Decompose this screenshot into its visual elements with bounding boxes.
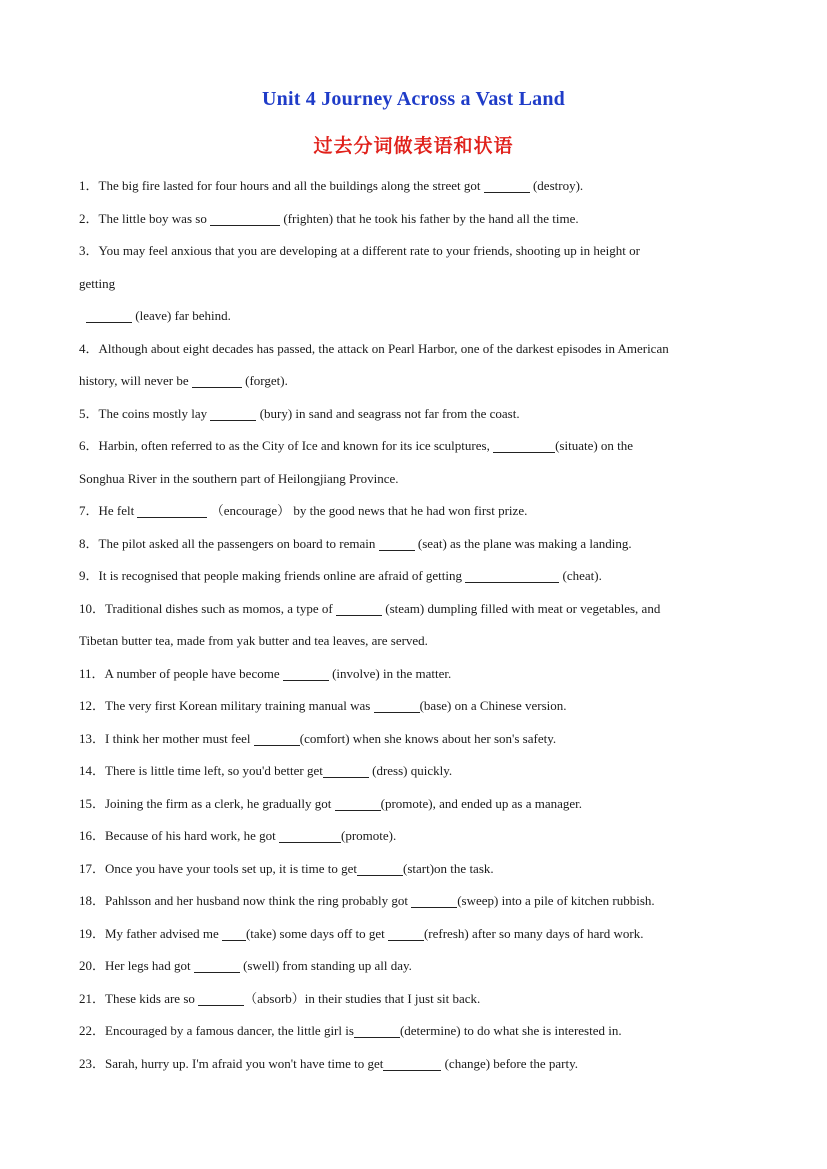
line-text: (destroy). (529, 178, 584, 193)
question-line (79, 170, 749, 203)
question-line (79, 268, 749, 301)
line-text: (start)on the task. (403, 860, 494, 876)
question-line (79, 528, 749, 561)
line-text: 12．The very first Korean military training manual was (79, 698, 374, 713)
line-text: 10．Traditional dishes such as momos, a type of (79, 600, 336, 616)
line-text: (bury) in sand and seagrass not far from the coast. (256, 405, 520, 421)
answer-blank[interactable] (357, 861, 403, 876)
line-text: 3．You may feel anxious that you are developing at a different rate to your friends, shooting up in height or (79, 243, 640, 258)
question-line (79, 398, 749, 431)
question-line (79, 658, 749, 691)
line-text: (sweep) into a pile of kitchen rubbish. (457, 893, 655, 908)
line-text: 18．Pahlsson and her husband now think the ring probably got (79, 893, 412, 908)
question-list (79, 170, 749, 1080)
line-text: 14．There is little time left, so you'd better get (79, 763, 323, 778)
question-line (79, 755, 749, 788)
answer-blank[interactable] (484, 178, 530, 193)
question-line (79, 430, 749, 463)
line-text: 23．Sarah, hurry up. I'm afraid you won't have time to get (79, 1055, 384, 1071)
answer-blank[interactable] (210, 211, 280, 226)
answer-blank[interactable] (336, 601, 382, 616)
page-title: Unit 4 Journey Across a Vast Land (262, 88, 565, 110)
answer-blank[interactable] (335, 796, 381, 811)
answer-blank[interactable] (374, 698, 420, 713)
line-text: Songhua River in the southern part of Heilongjiang Province. (79, 470, 399, 486)
line-text: (situate) on the (555, 438, 634, 453)
line-text: 5．The coins mostly lay (79, 405, 211, 421)
line-text: 9．It is recognised that people making friends online are afraid of getting (79, 568, 466, 583)
answer-blank[interactable] (86, 308, 132, 323)
answer-blank[interactable] (194, 958, 240, 973)
line-text: history, will never be (79, 373, 192, 388)
question-line (79, 625, 749, 658)
line-text: (take) some days off to get (245, 925, 388, 941)
question-line (79, 723, 749, 756)
line-text: 17．Once you have your tools set up, it is time to get (79, 860, 358, 876)
line-text: (base) on a Chinese version. (419, 698, 567, 713)
answer-blank[interactable] (137, 503, 207, 518)
answer-blank[interactable] (465, 568, 559, 583)
answer-blank[interactable] (383, 1056, 441, 1071)
question-line (79, 885, 749, 918)
answer-blank[interactable] (354, 1023, 400, 1038)
answer-blank[interactable] (198, 991, 244, 1006)
question-line (79, 300, 749, 333)
line-text: (steam) dumpling filled with meat or vegetables, and (381, 600, 661, 616)
line-text: 20．Her legs had got (79, 958, 194, 973)
question-line (79, 983, 749, 1016)
question-line (79, 1048, 749, 1081)
line-text: (swell) from standing up all day. (239, 958, 412, 973)
line-text: 2．The little boy was so (79, 210, 211, 226)
line-text: 22．Encouraged by a famous dancer, the little girl is (79, 1023, 354, 1038)
question-line (79, 235, 749, 268)
question-line (79, 1015, 749, 1048)
line-text: 19．My father advised me (79, 925, 222, 941)
question-line (79, 918, 749, 951)
line-text: (dress) quickly. (368, 763, 453, 778)
line-text: 7．He felt (79, 503, 138, 518)
question-line (79, 788, 749, 821)
question-line (79, 820, 749, 853)
answer-blank[interactable] (210, 406, 256, 421)
answer-blank[interactable] (283, 666, 329, 681)
question-line (79, 853, 749, 886)
answer-blank[interactable] (379, 536, 415, 551)
answer-blank[interactable] (411, 893, 457, 908)
answer-blank[interactable] (279, 828, 341, 843)
line-text: (cheat). (559, 568, 602, 583)
line-text: 16．Because of his hard work, he got (79, 828, 280, 843)
line-text: (comfort) when she knows about her son's safety. (299, 730, 557, 746)
question-line (79, 690, 749, 723)
line-text: (involve) in the matter. (328, 665, 452, 681)
question-line (79, 463, 749, 496)
line-text: 15．Joining the firm as a clerk, he gradually got (79, 795, 335, 811)
question-line (79, 333, 749, 366)
line-text: (refresh) after so many days of hard work. (423, 925, 644, 941)
line-text: 11．A number of people have become (79, 665, 283, 681)
question-line (79, 365, 749, 398)
line-text: (leave) far behind. (132, 308, 231, 323)
answer-blank[interactable] (493, 438, 555, 453)
page-subtitle: 过去分词做表语和状语 (313, 135, 514, 157)
line-text: （absorb）in their studies that I just sit back. (244, 990, 481, 1006)
line-text: (promote), and ended up as a manager. (380, 795, 583, 811)
question-line (79, 203, 749, 236)
line-text: 21．These kids are so (79, 990, 199, 1006)
line-text: (forget). (241, 373, 288, 388)
line-text: 1．The big fire lasted for four hours and all the buildings along the street got (79, 178, 484, 193)
line-text: (seat) as the plane was making a landing. (414, 535, 632, 551)
line-text: 4．Although about eight decades has passed, the attack on Pearl Harbor, one of the darkest episodes in American (79, 340, 669, 356)
answer-blank[interactable] (222, 926, 246, 941)
line-text: 8．The pilot asked all the passengers on board to remain (79, 535, 379, 551)
line-text: getting (79, 275, 116, 291)
question-line (79, 495, 749, 528)
line-text: (change) before the party. (441, 1055, 579, 1071)
line-text: （encourage） by the good news that he had won first prize. (207, 503, 528, 518)
line-text: Tibetan butter tea, made from yak butter and tea leaves, are served. (79, 633, 428, 648)
answer-blank[interactable] (323, 763, 369, 778)
answer-blank[interactable] (388, 926, 424, 941)
line-text: (frighten) that he took his father by the hand all the time. (280, 210, 579, 226)
question-line (79, 593, 749, 626)
answer-blank[interactable] (192, 373, 242, 388)
line-text: (determine) to do what she is interested in. (399, 1023, 622, 1038)
line-text: 6．Harbin, often referred to as the City of Ice and known for its ice sculptures, (79, 438, 494, 453)
answer-blank[interactable] (254, 731, 300, 746)
question-line (79, 950, 749, 983)
line-text: 13．I think her mother must feel (79, 730, 254, 746)
question-line (79, 560, 749, 593)
line-text: (promote). (341, 828, 397, 843)
